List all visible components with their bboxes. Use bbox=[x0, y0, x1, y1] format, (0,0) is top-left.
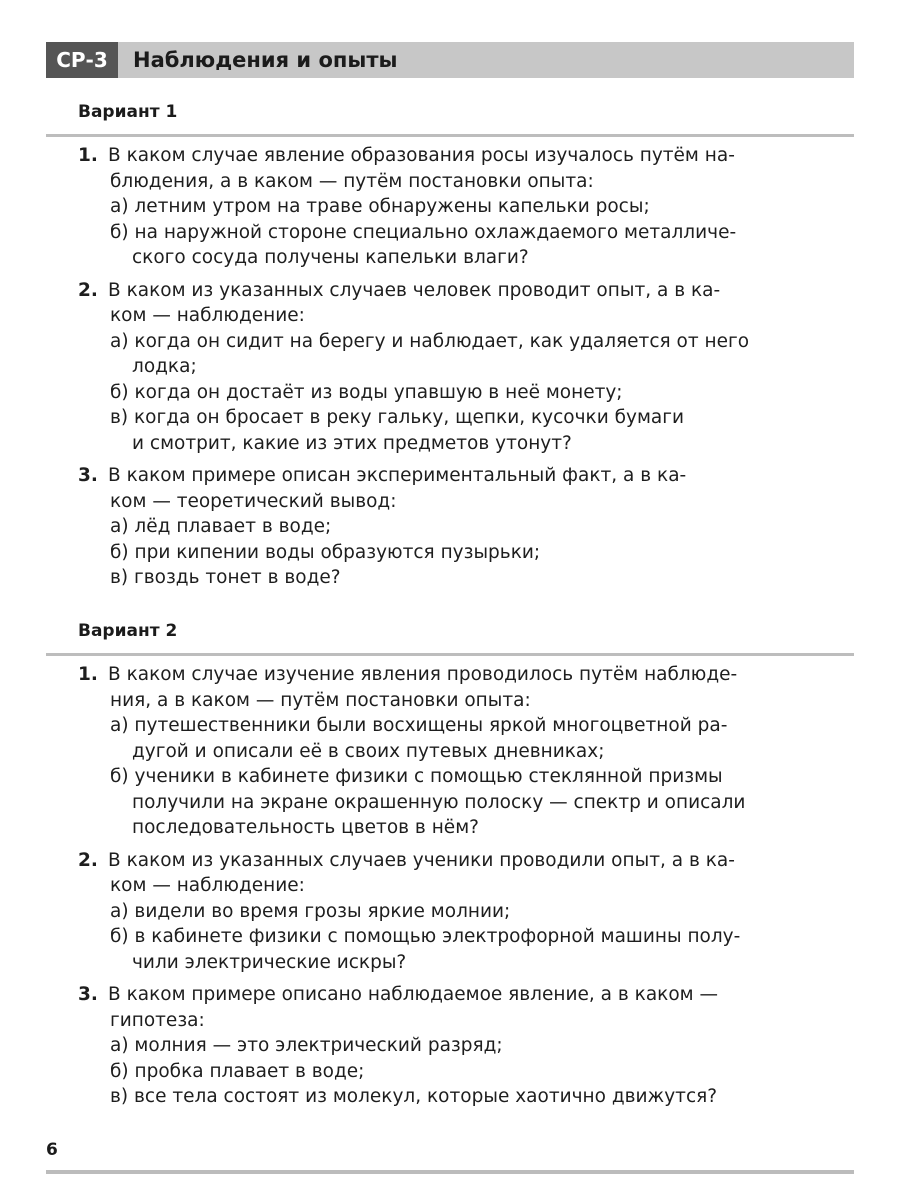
answer-option-cont: ского сосуда получены капельки влаги? bbox=[132, 247, 529, 268]
question-item bbox=[78, 463, 858, 591]
question-item bbox=[78, 848, 858, 976]
question-number: 2. bbox=[78, 279, 98, 301]
variant-2-divider bbox=[46, 653, 854, 656]
footer-rule bbox=[46, 1170, 854, 1174]
section-title: Наблюдения и опыты bbox=[133, 48, 398, 72]
answer-option: а) летним утром на траве обнаружены капельки росы; bbox=[110, 196, 650, 217]
question-number: 1. bbox=[78, 664, 98, 685]
question-line: ния, а в каком — путём постановки опыта: bbox=[110, 689, 531, 711]
answer-option: б) при кипении воды образуются пузырьки; bbox=[110, 541, 541, 563]
question-line: 2. В каком из указанных случаев человек проводит опыт, а в ка- bbox=[78, 278, 858, 304]
question-item bbox=[78, 278, 858, 457]
answer-option: в) все тела состоят из молекул, которые хаотично движутся? bbox=[110, 1086, 718, 1107]
question-number: 3. bbox=[78, 465, 98, 486]
answer-option-cont: получили на экране окрашенную полоску — спектр и описали bbox=[132, 791, 746, 813]
question-line: ком — теоретический вывод: bbox=[110, 490, 397, 512]
variant-2-title: Вариант 2 bbox=[78, 621, 178, 641]
question-item bbox=[78, 143, 858, 271]
answer-option: б) на наружной стороне специально охлаждаемого металличе- bbox=[110, 221, 737, 243]
answer-option: б) пробка плавает в воде; bbox=[110, 1060, 365, 1082]
answer-option: а) лёд плавает в воде; bbox=[110, 516, 332, 537]
variant-2-questions bbox=[78, 662, 858, 1117]
answer-option-cont: и смотрит, какие из этих предметов утонут? bbox=[132, 432, 572, 454]
question-line: гипотеза: bbox=[110, 1009, 205, 1031]
variant-1-divider bbox=[46, 134, 854, 137]
answer-option: а) путешественники были восхищены яркой многоцветной ра- bbox=[110, 715, 728, 736]
question-item bbox=[78, 662, 858, 841]
question-line: ком — наблюдение: bbox=[110, 875, 305, 896]
answer-option: в) когда он бросает в реку гальку, щепки, кусочки бумаги bbox=[110, 407, 684, 428]
question-line: 1. В каком случае изучение явления проводилось путём наблюде- bbox=[78, 662, 858, 688]
variant-1-questions bbox=[78, 143, 858, 598]
question-number: 2. bbox=[78, 849, 98, 871]
answer-option: в) гвоздь тонет в воде? bbox=[110, 567, 341, 588]
answer-option: б) когда он достаёт из воды упавшую в неё монету; bbox=[110, 381, 623, 403]
answer-option-cont: последовательность цветов в нём? bbox=[132, 817, 479, 838]
answer-option-cont: лодка; bbox=[132, 356, 197, 377]
section-code-badge: СР-3 bbox=[46, 42, 118, 78]
answer-option-cont: дугой и описали её в своих путевых дневниках; bbox=[132, 740, 605, 762]
answer-option: б) в кабинете физики с помощью электрофорной машины полу- bbox=[110, 926, 741, 947]
answer-option: б) ученики в кабинете физики с помощью стеклянной призмы bbox=[110, 766, 723, 787]
question-line: 3. В каком примере описан экспериментальный факт, а в ка- bbox=[78, 463, 858, 489]
answer-option-cont: чили электрические искры? bbox=[132, 951, 407, 973]
answer-option: а) когда он сидит на берегу и наблюдает, как удаляется от него bbox=[110, 330, 750, 352]
variant-1-title: Вариант 1 bbox=[78, 102, 178, 122]
question-line: 3. В каком примере описано наблюдаемое явление, а в каком — bbox=[78, 982, 858, 1008]
question-line: 1. В каком случае явление образования росы изучалось путём на- bbox=[78, 143, 858, 169]
question-line: блюдения, а в каком — путём постановки опыта: bbox=[110, 170, 594, 192]
question-number: 1. bbox=[78, 145, 98, 166]
answer-option: а) видели во время грозы яркие молнии; bbox=[110, 900, 511, 922]
page-number: 6 bbox=[46, 1140, 58, 1160]
question-line: 2. В каком из указанных случаев ученики проводили опыт, а в ка- bbox=[78, 848, 858, 874]
answer-option: а) молния — это электрический разряд; bbox=[110, 1035, 503, 1056]
question-number: 3. bbox=[78, 984, 98, 1005]
question-line: ком — наблюдение: bbox=[110, 305, 305, 326]
question-item bbox=[78, 982, 858, 1110]
